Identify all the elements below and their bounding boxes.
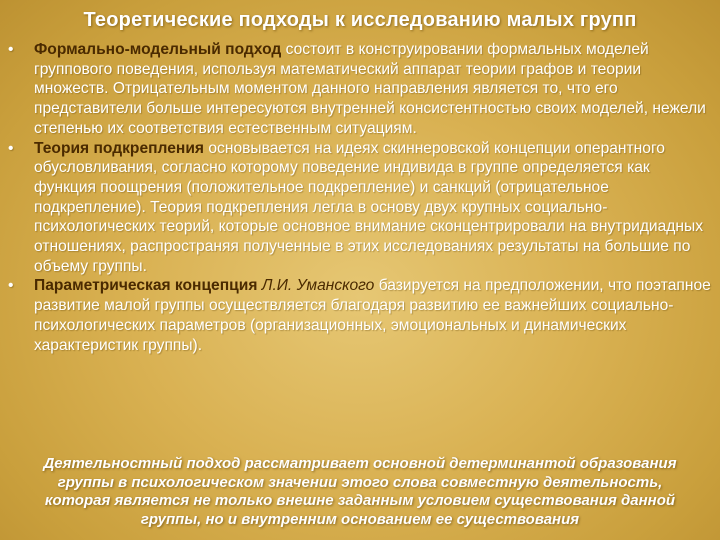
footer-activity-approach: Деятельностный подход рассматривает основной детерминантой образования группы в психологическом значении этого слова совместную деятельность, которая является не только внешне заданным условием существования данной группы, но и внутренним основанием ее существования [43,455,677,528]
bullet-list [8,40,713,355]
bullet-term: Параметрическая концепция [34,277,258,295]
bullet-text: основывается на идеях скиннеровской концепции оперантного обусловливания, согласно которому поведение индивида в группе определяется как функция поощрения (положительное подкрепление) и санкций (отрицательное подкрепление). Теория подкрепления легла в основу двух крупных социально-психологических теорий, которые основное внимание сконцентрировали на внутридиадных отношениях, распространяя полученные в этих исследованиях результаты на большие по объему группы. [34,139,704,275]
bullet-marker: • [8,41,14,58]
bullet-term: Теория подкрепления [34,139,205,157]
bullet-item-formal-model [8,40,713,139]
author-name: Л.И. Уманского [257,277,375,295]
bullet-item-reinforcement [8,139,713,277]
slide-title: Теоретические подходы к исследованию малых групп [83,9,637,31]
bullet-term: Формально-модельный подход [34,41,282,58]
bullet-text: состоит в конструировании формальных моделей группового поведения, используя математический аппарат теории графов и теории множеств. Отрицательным моментом данного направления является то, что его представители больше интересуются внутренней консистентностью своих моделей, нежели степенью их соответствия естественным ситуациям. [34,41,706,137]
bullet-item-parametric [8,276,713,355]
bullet-marker: • [8,277,14,295]
bullet-text: базируется на предположении, что поэтапное развитие малой группы осуществляется благодаря развитию ее важнейших социально-психологических параметров (организационных, эмоциональных и динамических характеристик группы). [34,277,711,354]
bullet-marker: • [8,139,14,157]
